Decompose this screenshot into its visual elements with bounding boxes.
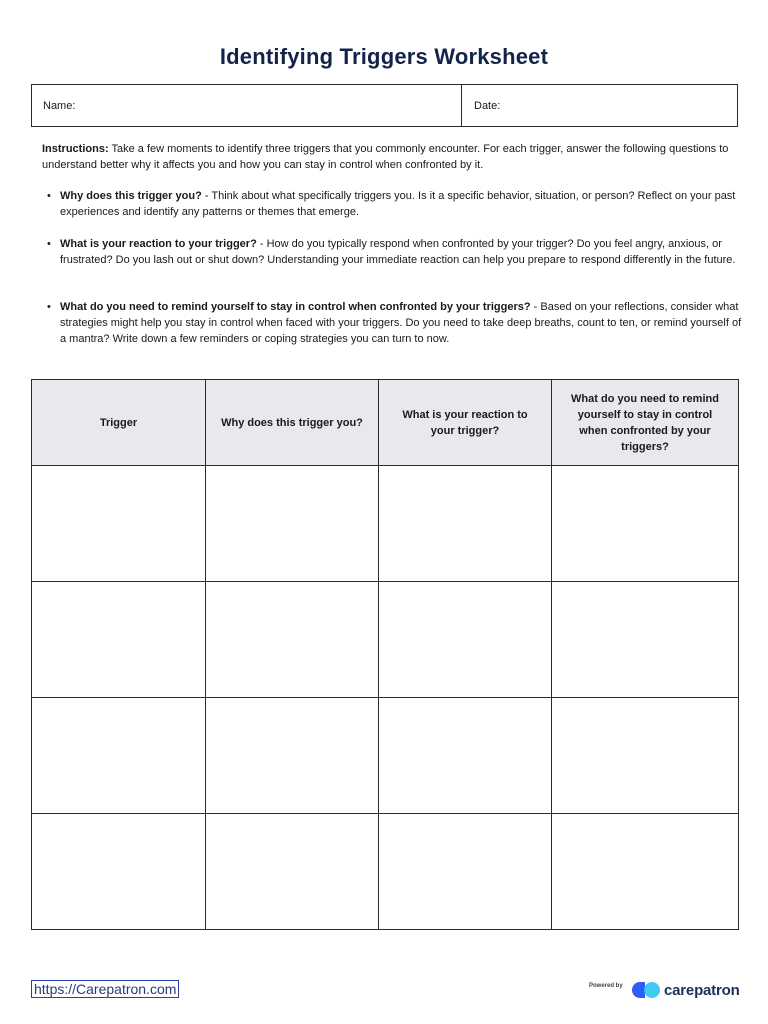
table-cell[interactable] [552, 698, 739, 814]
bullet-text: - Based on your reflections, consider what strategies might help you stay in control when faced with your triggers. Do you need to take deep breaths, count to ten, or remind yourself of a mantra? Write down a few reminders or coping strategies you can turn to now. [60, 301, 742, 345]
triggers-table [31, 379, 739, 930]
bullet-icon: • [47, 301, 51, 313]
powered-by-label: Powered by [589, 983, 623, 989]
table-cell[interactable] [379, 582, 552, 698]
brand-name: carepatron [664, 981, 740, 999]
bullet-item-remind [42, 299, 744, 347]
carepatron-brand [631, 980, 740, 1000]
table-cell[interactable] [206, 582, 379, 698]
bullet-text: - How do you typically respond when confronted by your trigger? Do you feel angry, anxious, or frustrated? Do you lash out or shut down? Understanding your immediate reaction can help you prepare to respond differently in the future. [60, 238, 736, 266]
header-reaction: What is your reaction to your trigger? [379, 380, 552, 466]
bullet-icon: • [47, 190, 51, 202]
table-cell[interactable] [379, 466, 552, 582]
table-cell[interactable] [32, 814, 206, 930]
bullet-text: - Think about what specifically triggers you. Is it a specific behavior, situation, or person? Reflect on your past experiences and identify any patterns or themes that emerge. [60, 190, 736, 218]
name-label: Name: [43, 100, 76, 112]
instructions-label: Instructions: [42, 143, 109, 155]
bullet-item-reaction [42, 236, 744, 268]
table-cell[interactable] [206, 814, 379, 930]
table-cell[interactable] [379, 698, 552, 814]
bullet-heading: Why does this trigger you? [60, 190, 202, 202]
table-cell[interactable] [32, 466, 206, 582]
bullet-icon: • [47, 238, 51, 250]
table-header-row [32, 380, 739, 466]
table-cell[interactable] [32, 698, 206, 814]
table-cell[interactable] [552, 814, 739, 930]
name-date-box [31, 84, 738, 127]
carepatron-link[interactable]: https://Carepatron.com [31, 980, 179, 998]
header-trigger: Trigger [32, 380, 206, 466]
table-cell[interactable] [206, 466, 379, 582]
date-field[interactable] [462, 85, 737, 126]
header-why: Why does this trigger you? [206, 380, 379, 466]
bullet-item-why [42, 188, 744, 220]
table-cell[interactable] [552, 466, 739, 582]
table-row [32, 466, 739, 582]
page-title: Identifying Triggers Worksheet [219, 44, 549, 69]
bullet-heading: What do you need to remind yourself to stay in control when confronted by your triggers? [60, 301, 531, 313]
bullet-heading: What is your reaction to your trigger? [60, 238, 257, 250]
table-cell[interactable] [32, 582, 206, 698]
table-cell[interactable] [206, 698, 379, 814]
table-row [32, 698, 739, 814]
table-row [32, 814, 739, 930]
name-field[interactable] [32, 85, 462, 126]
date-label: Date: [474, 100, 501, 112]
header-remind: What do you need to remind yourself to stay in control when confronted by your triggers? [552, 380, 739, 466]
carepatron-logo-icon [631, 980, 661, 1000]
table-cell[interactable] [552, 582, 739, 698]
instructions-text: Take a few moments to identify three triggers that you commonly encounter. For each trigger, answer the following questions to understand better why it affects you and how you can stay in control when confronted by it. [42, 143, 729, 171]
table-cell[interactable] [379, 814, 552, 930]
instructions [42, 141, 742, 173]
table-row [32, 582, 739, 698]
